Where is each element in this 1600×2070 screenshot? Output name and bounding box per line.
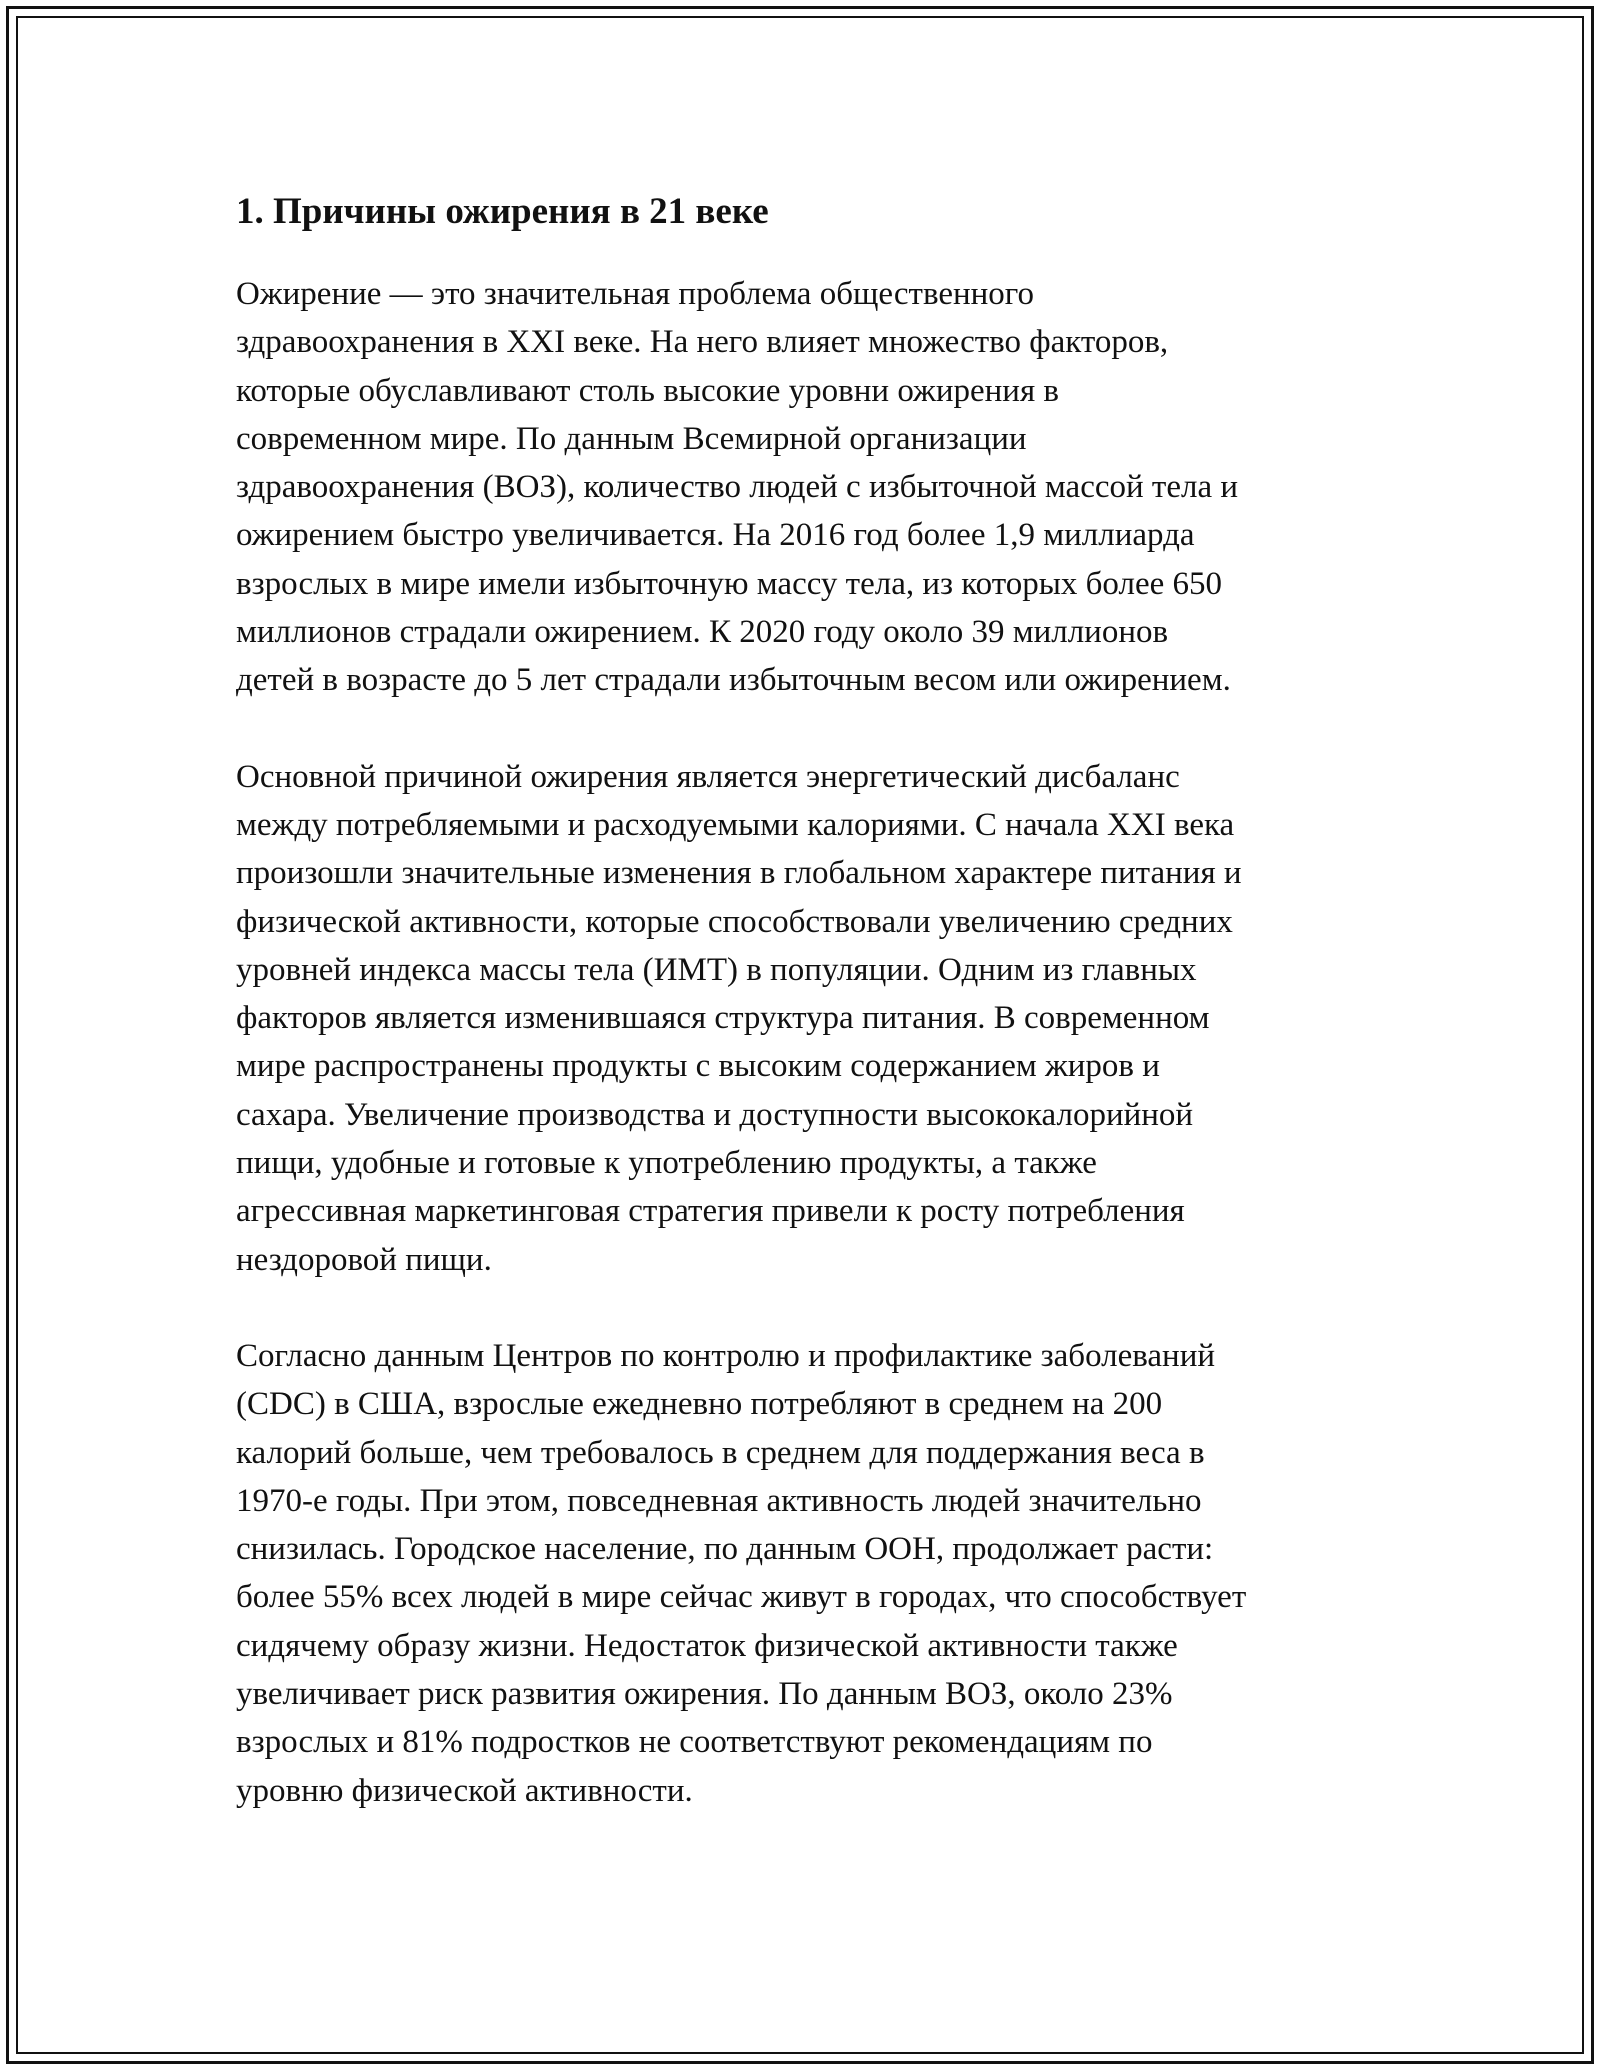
paragraph-2: Основной причиной ожирения является энергетический дисбаланс между потребляемыми и расходуемыми калориями. С начала XXI века произошли значительные изменения в глобальном характере питания и физической активности, которые способствовали увеличению средних уровней индекса массы тела (ИМТ) в популяции. Одним из главных факторов является изменившаяся структура питания. В современном мире распространены продукты с высоким содержанием жиров и сахара. Увеличение производства и доступности высококалорийной пищи, удобные и готовые к употреблению продукты, а также агрессивная маркетинговая стратегия привели к росту потребления нездоровой пищи. bbox=[236, 758, 1242, 1278]
section-heading: 1. Причины ожирения в 21 веке bbox=[236, 191, 769, 232]
paragraph-1: Ожирение — это значительная проблема общественного здравоохранения в XXI веке. На него влияет множество факторов, которые обуславливают столь высокие уровни ожирения в современном мире. По данным Всемирной организации здравоохранения (ВОЗ), количество людей с избыточной массой тела и ожирением быстро увеличивается. На 2016 год более 1,9 миллиарда взрослых в мире имели избыточную массу тела, из которых более 650 миллионов страдали ожирением. К 2020 году около 39 миллионов детей в возрасте до 5 лет страдали избыточным весом или ожирением. bbox=[236, 276, 1239, 699]
document-body bbox=[236, 184, 1386, 1863]
paragraph-3: Согласно данным Центров по контролю и профилактике заболеваний (CDC) в США, взрослые ежедневно потребляют в среднем на 200 калорий больше, чем требовалось в среднем для поддержания веса в 1970-е годы. При этом, повседневная активность людей значительно снизилась. Городское население, по данным ООН, продолжает расти: более 55% всех людей в мире сейчас живут в городах, что способствует сидячему образу жизни. Недостаток физической активности также увеличивает риск развития ожирения. По данным ВОЗ, около 23% взрослых и 81% подростков не соответствуют рекомендациям по уровню физической активности. bbox=[236, 1337, 1247, 1809]
